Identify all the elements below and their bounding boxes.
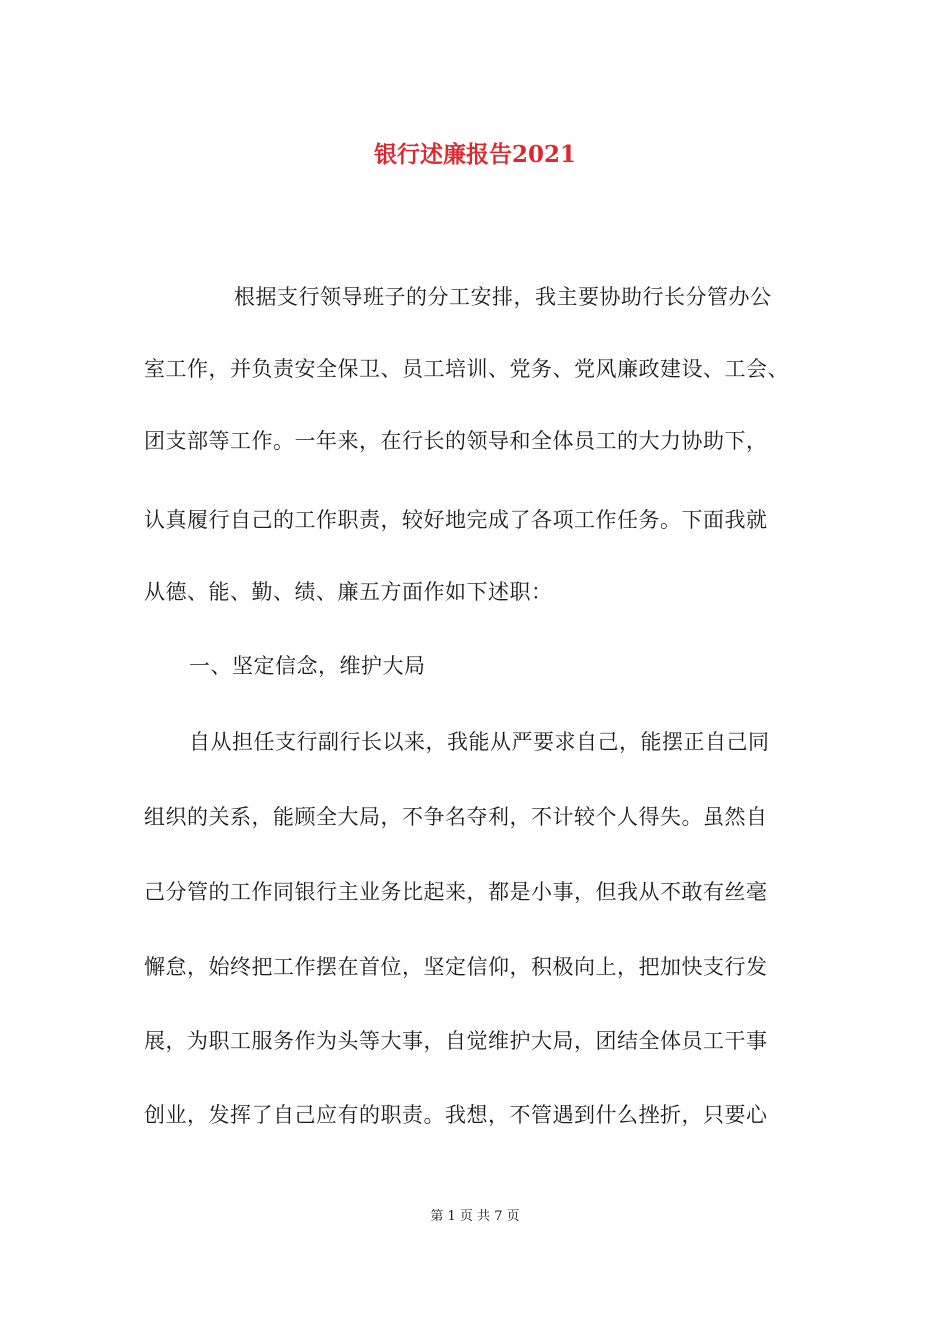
paragraph-line: 己分管的工作同银行主业务比起来，都是小事，但我从不敢有丝毫 bbox=[144, 880, 768, 904]
paragraph-line: 从德、能、勤、绩、廉五方面作如下述职： bbox=[144, 580, 553, 604]
document-title: 银行述廉报告2021 bbox=[373, 141, 576, 168]
paragraph-line: 懈怠，始终把工作摆在首位，坚定信仰，积极向上，把加快支行发 bbox=[144, 955, 768, 979]
paragraph-line: 团支部等工作。一年来，在行长的领导和全体员工的大力协助下， bbox=[144, 429, 768, 453]
page-number-footer: 第 1 页 共 7 页 bbox=[430, 1209, 520, 1224]
paragraph-line: 组织的关系，能顾全大局，不争名夺利，不计较个人得失。虽然自 bbox=[144, 805, 768, 829]
paragraph-line: 展，为职工服务作为头等大事，自觉维护大局，团结全体员工干事 bbox=[144, 1029, 768, 1053]
paragraph-line: 认真履行自己的工作职责，较好地完成了各项工作任务。下面我就 bbox=[144, 508, 768, 532]
paragraph-line: 室工作，并负责安全保卫、员工培训、党务、党风廉政建设、工会、 bbox=[144, 357, 789, 381]
paragraph-line: 创业，发挥了自己应有的职责。我想，不管遇到什么挫折，只要心 bbox=[144, 1103, 768, 1127]
paragraph-line: 自从担任支行副行长以来，我能从严要求自己，能摆正自己同 bbox=[189, 730, 770, 754]
section-heading: 一、坚定信念，维护大局 bbox=[189, 654, 426, 678]
paragraph-line: 根据支行领导班子的分工安排，我主要协助行长分管办公 bbox=[234, 285, 772, 309]
